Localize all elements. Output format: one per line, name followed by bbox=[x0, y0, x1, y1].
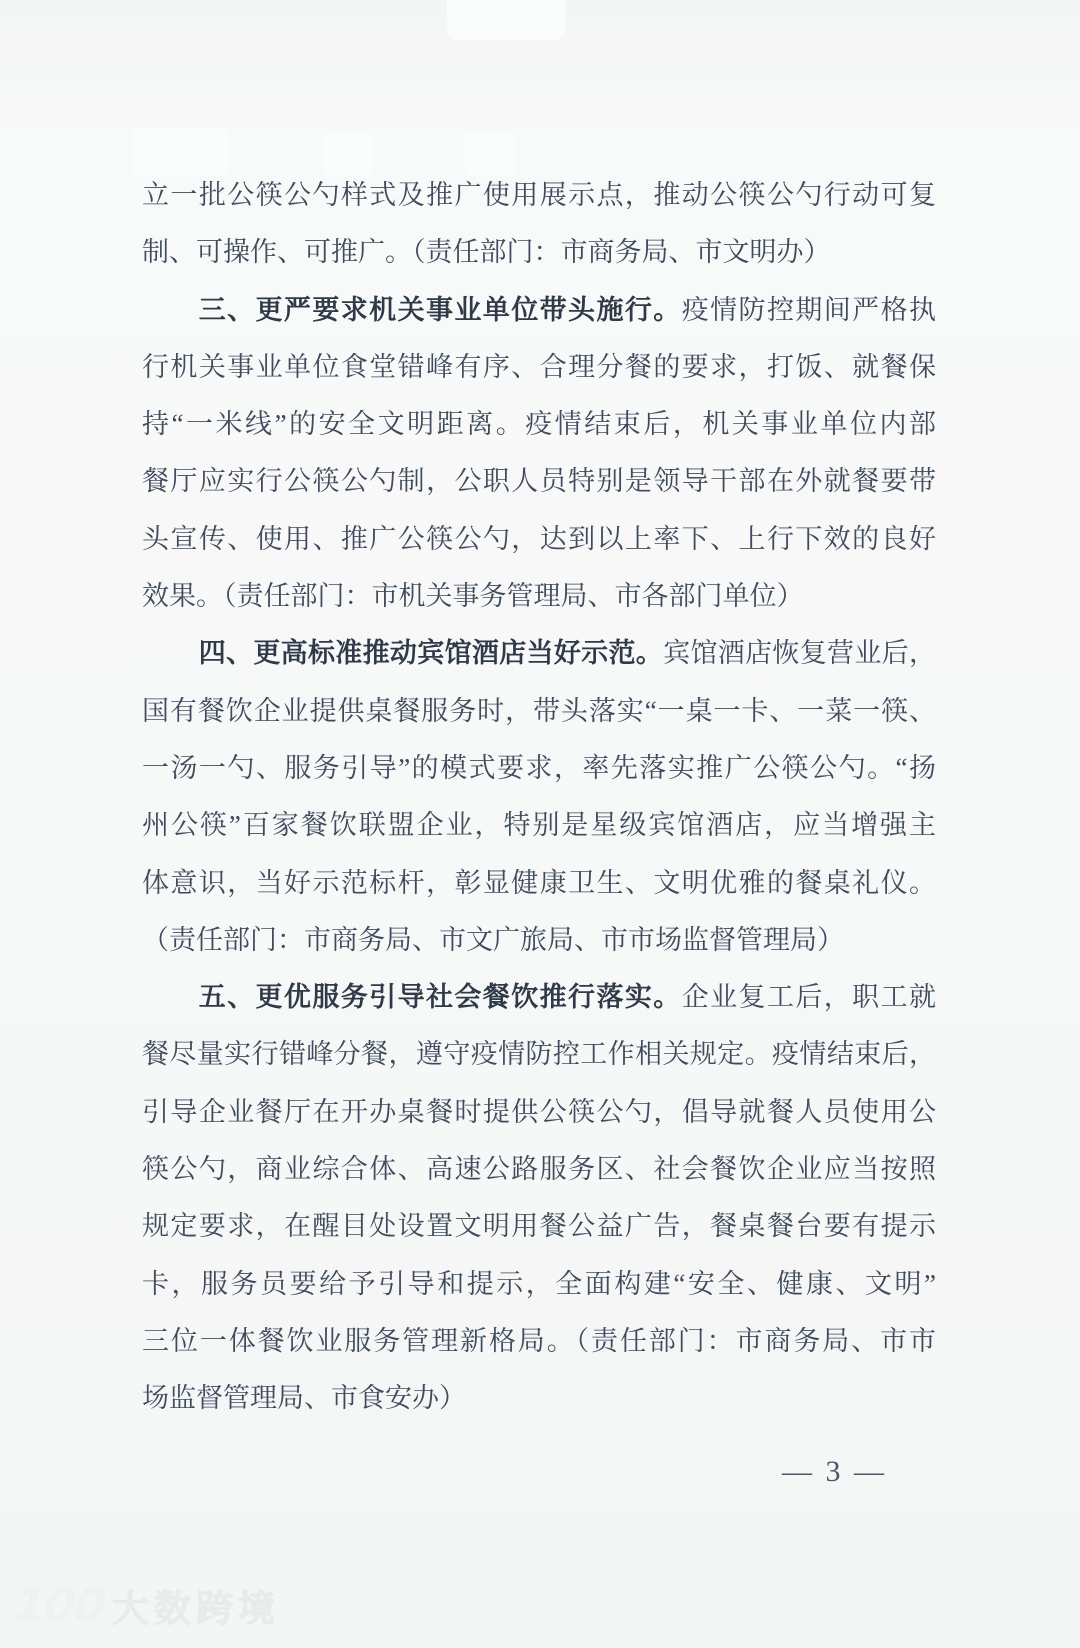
text-line bbox=[142, 453, 936, 510]
text-segment: 餐厅应实行公筷公勺制，公职人员特别是领导干部在外就餐要带 bbox=[142, 466, 936, 497]
text-segment: 制、可操作、可推广。（责任部门：市商务局、市文明办） bbox=[142, 237, 831, 268]
text-line bbox=[142, 855, 936, 912]
section-heading-segment: 三、更严要求机关事业单位带头施行。 bbox=[198, 294, 682, 325]
text-line bbox=[142, 912, 936, 969]
text-segment: 持“一米线”的安全文明距离。疫情结束后，机关事业单位内部 bbox=[142, 409, 936, 440]
text-segment: 三位一体餐饮业服务管理新格局。（责任部门：市商务局、市市 bbox=[142, 1325, 936, 1356]
page-number: — 3 — bbox=[782, 1455, 887, 1488]
text-segment: 一汤一勺、服务引导”的模式要求，率先落实推广公筷公勺。“扬 bbox=[142, 752, 936, 783]
text-segment: 效果。（责任部门：市机关事务管理局、市各部门单位） bbox=[142, 581, 804, 612]
text-line bbox=[142, 1370, 936, 1427]
text-line bbox=[142, 740, 936, 797]
text-line bbox=[142, 339, 936, 396]
watermark bbox=[11, 1578, 281, 1632]
text-line bbox=[142, 1141, 936, 1198]
text-line bbox=[142, 396, 936, 453]
text-segment: 卡，服务员要给予引导和提示，全面构建“安全、健康、文明” bbox=[142, 1268, 936, 1299]
text-line bbox=[142, 511, 936, 568]
document-body-text bbox=[142, 167, 936, 1428]
text-line bbox=[142, 683, 936, 740]
text-segment: 州公筷”百家餐饮联盟企业，特别是星级宾馆酒店，应当增强主 bbox=[142, 810, 936, 841]
text-segment: 国有餐饮企业提供桌餐服务时，带头落实“一桌一卡、一菜一筷、 bbox=[142, 695, 936, 726]
text-segment: 餐尽量实行错峰分餐，遵守疫情防控工作相关规定。疫情结束后， bbox=[142, 1039, 936, 1070]
watermark-text: 大数跨境 bbox=[112, 1588, 281, 1629]
text-segment: 头宣传、使用、推广公筷公勺，达到以上率下、上行下效的良好 bbox=[142, 523, 936, 554]
text-line bbox=[142, 1026, 936, 1083]
text-line bbox=[142, 625, 936, 682]
text-segment: 行机关事业单位食堂错峰有序、合理分餐的要求，打饭、就餐保 bbox=[142, 351, 936, 382]
text-segment: 体意识，当好示范标杆，彰显健康卫生、文明优雅的餐桌礼仪。 bbox=[142, 867, 936, 898]
scan-artifact-smudge bbox=[447, 0, 565, 40]
text-line bbox=[142, 282, 936, 339]
text-segment: 场监督管理局、市食安办） bbox=[142, 1383, 466, 1414]
section-heading-segment: 四、更高标准推动宾馆酒店当好示范。 bbox=[198, 638, 664, 669]
section-heading-segment: 五、更优服务引导社会餐饮推行落实。 bbox=[198, 982, 682, 1013]
text-segment: 规定要求，在醒目处设置文明用餐公益广告，餐桌餐台要有提示 bbox=[142, 1211, 936, 1242]
text-line bbox=[142, 568, 936, 625]
text-line bbox=[142, 797, 936, 854]
text-line bbox=[142, 969, 936, 1026]
text-segment: 宾馆酒店恢复营业后， bbox=[663, 638, 936, 669]
text-line bbox=[142, 1084, 936, 1141]
text-line bbox=[142, 1256, 936, 1313]
text-segment: 疫情防控期间严格执 bbox=[681, 294, 936, 325]
text-line bbox=[142, 167, 936, 224]
text-line bbox=[142, 224, 936, 281]
text-segment: 引导企业餐厅在开办桌餐时提供公筷公勺，倡导就餐人员使用公 bbox=[142, 1096, 936, 1127]
text-segment: （责任部门：市商务局、市文广旅局、市市场监督管理局） bbox=[142, 924, 844, 955]
text-segment: 筷公勺，商业综合体、高速公路服务区、社会餐饮企业应当按照 bbox=[142, 1154, 936, 1185]
text-segment: 企业复工后，职工就 bbox=[681, 982, 936, 1013]
watermark-logo: 100 bbox=[11, 1578, 107, 1632]
text-segment: 立一批公筷公勺样式及推广使用展示点，推动公筷公勺行动可复 bbox=[142, 180, 936, 210]
text-line bbox=[142, 1198, 936, 1255]
text-line bbox=[142, 1313, 936, 1370]
